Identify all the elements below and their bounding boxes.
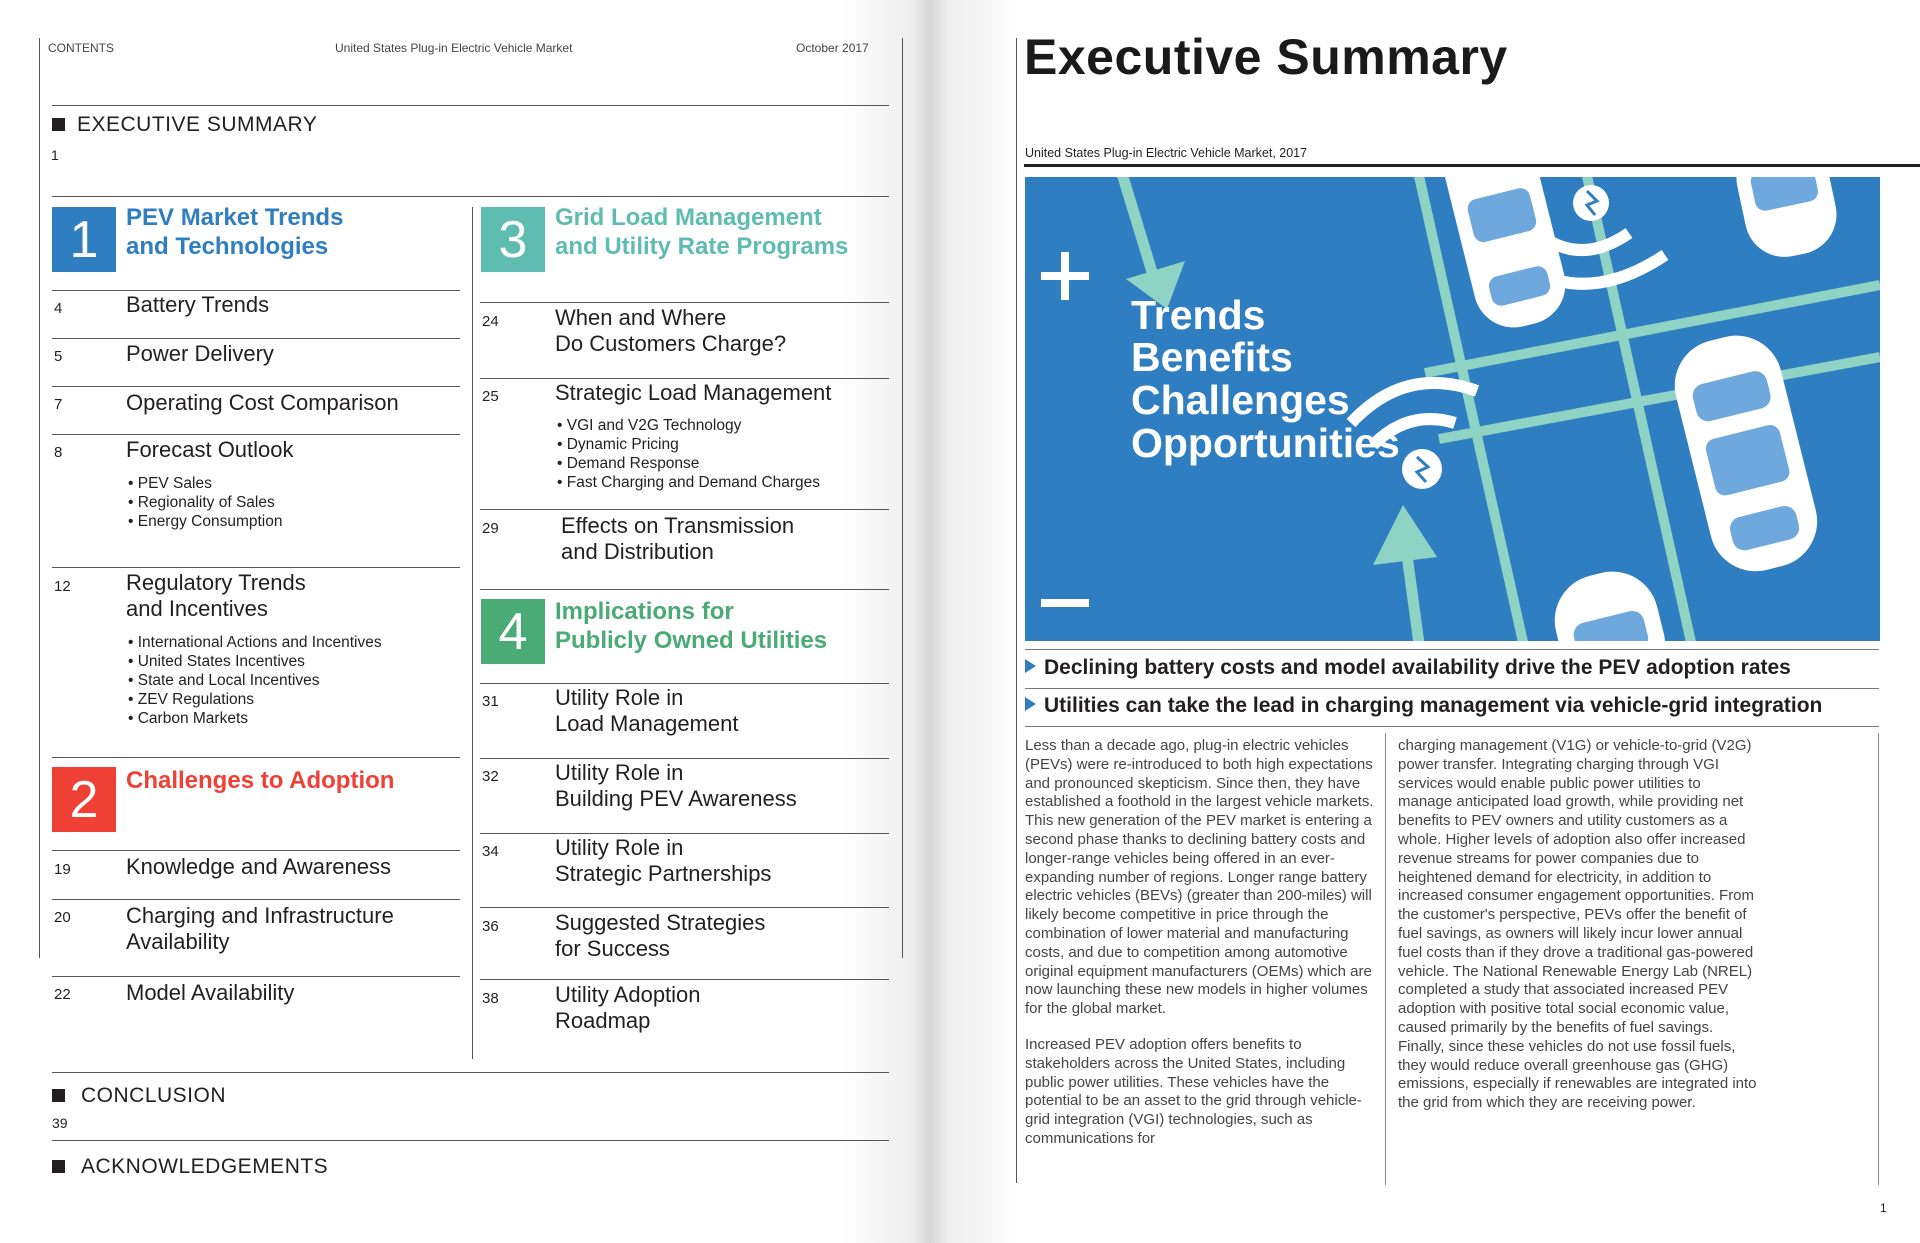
divider <box>52 105 889 106</box>
book-spine-shadow <box>840 0 1020 1243</box>
hero-word: Challenges <box>1131 377 1350 423</box>
toc-entry-page: 34 <box>482 843 499 860</box>
toc-entry-charging-infrastructure[interactable]: Charging and Infrastructure Availability <box>126 903 394 954</box>
toc-entry-roadmap[interactable]: Utility Adoption Roadmap <box>555 982 701 1033</box>
page-number: 1 <box>1880 1201 1887 1215</box>
page-subtitle: United States Plug-in Electric Vehicle Market, 2017 <box>1025 146 1308 160</box>
toc-entry-page: 38 <box>482 990 499 1007</box>
toc-entry-operating-cost[interactable]: Operating Cost Comparison <box>126 390 399 415</box>
divider <box>1025 726 1879 727</box>
toc-entry-partnerships[interactable]: Utility Role in Strategic Partnerships <box>555 835 772 886</box>
chapter-1-number-box: 1 <box>52 207 116 272</box>
chapter-3-title[interactable]: Grid Load Management and Utility Rate Programs <box>555 204 849 260</box>
page-title: Executive Summary <box>1024 29 1508 85</box>
body-column-2 <box>1398 737 1758 1130</box>
header-title: United States Plug-in Electric Vehicle Market <box>335 41 573 55</box>
chapter-3-number-box: 3 <box>481 207 545 272</box>
headline-bullet-2: Utilities can take the lead in charging management via vehicle-grid integration <box>1025 694 1822 718</box>
toc-entry-page: 32 <box>482 768 499 785</box>
toc-entry-strategies[interactable]: Suggested Strategies for Success <box>555 910 766 961</box>
toc-exec-summary-link[interactable]: EXECUTIVE SUMMARY <box>77 113 318 136</box>
divider <box>480 378 889 379</box>
toc-subitems: • International Actions and Incentives • United States Incentives • State and Local Incentives • ZEV Regulations • Carbon Markets <box>128 634 382 727</box>
toc-entry-page: 22 <box>54 986 71 1003</box>
right-page-margin-rule <box>1016 38 1017 1183</box>
body-paragraph: Less than a decade ago, plug-in electric vehicles (PEVs) were re-introduced to both high expectations and pronounced skepticism. Since then, they have established a foothold in the largest vehicle markets. This new generation of the PEV market is entering a second phase thanks to declining battery costs and longer-range vehicles being offered in an ever-expanding number of regions. Longer range battery electric vehicles (BEVs) (greater than 200-miles) will likely become competitive in price through the combination of lower material and manufacturing costs, and due to competition among automotive original equipment manufacturers (OEMs) which are now launching these new models in higher volumes for the global market. <box>1025 737 1374 1018</box>
divider <box>52 1072 889 1073</box>
conclusion-page: 39 <box>52 1115 68 1131</box>
body-column-1 <box>1025 737 1383 1166</box>
divider <box>480 302 889 303</box>
toc-entry-page: 8 <box>54 444 63 461</box>
divider <box>480 589 889 590</box>
divider <box>480 979 889 980</box>
divider <box>480 833 889 834</box>
toc-entry-model-availability[interactable]: Model Availability <box>126 980 295 1005</box>
divider <box>52 290 460 291</box>
divider <box>52 338 460 339</box>
toc-entry-page: 29 <box>482 520 499 537</box>
hero-word: Opportunities <box>1131 420 1400 466</box>
bullet-square-icon <box>52 1160 65 1173</box>
header-date: October 2017 <box>796 41 869 55</box>
column-divider <box>1385 733 1386 1185</box>
toc-entry-page: 25 <box>482 388 499 405</box>
title-rule <box>1024 164 1920 167</box>
divider <box>480 683 889 684</box>
body-paragraph: charging management (V1G) or vehicle-to-grid (V2G) power transfer. Integrating charging through VGI services would enable public power utilities to manage anticipated load growth, while providing net benefits to PEV owners and utility customers as a whole. Higher levels of adoption also offer increased revenue streams for power companies due to heightened demand for electricity, in addition to increased consumer engagement opportunities. From the customer's perspective, PEVs offer the benefit of fuel savings, as owners will likely incur lower annual fuel costs than if they drove a traditional gas-powered vehicle. The National Renewable Energy Lab (NREL) completed a study that associated increased PEV adoption with positive total social economic value, caused primarily by the benefits of fuel savings. Finally, since these vehicles do not use fossil fuels, they would reduce overall greenhouse gas (GHG) emissions, especially if renewables are integrated into the grid from which they are receiving power. <box>1398 737 1757 1112</box>
toc-entry-page: 24 <box>482 313 499 330</box>
toc-entry-transmission[interactable]: Effects on Transmission and Distribution <box>561 513 795 564</box>
divider <box>52 1140 889 1141</box>
divider <box>52 567 460 568</box>
triangle-bullet-icon <box>1025 697 1036 711</box>
toc-entry-page: 31 <box>482 693 499 710</box>
toc-conclusion-link[interactable]: CONCLUSION <box>81 1084 227 1107</box>
divider <box>1025 688 1879 689</box>
divider <box>480 509 889 510</box>
minus-icon <box>1041 599 1089 607</box>
toc-entry-pev-awareness[interactable]: Utility Role in Building PEV Awareness <box>555 760 797 811</box>
right-margin-rule <box>902 38 903 958</box>
chapter-2-title[interactable]: Challenges to Adoption <box>126 767 395 794</box>
divider <box>52 386 460 387</box>
toc-entry-page: 36 <box>482 918 499 935</box>
chapter-4-number-box: 4 <box>481 599 545 664</box>
toc-entry-knowledge[interactable]: Knowledge and Awareness <box>126 854 392 879</box>
toc-entry-page: 4 <box>54 300 63 317</box>
column-divider <box>472 207 473 1059</box>
toc-subitems: • VGI and V2G Technology • Dynamic Pricing • Demand Response • Fast Charging and Demand Charges <box>557 417 821 491</box>
divider <box>52 976 460 977</box>
bullet-square-icon <box>52 118 65 131</box>
toc-entry-page: 19 <box>54 861 71 878</box>
column-divider <box>1878 733 1879 1185</box>
divider <box>480 758 889 759</box>
toc-acknowledgements-link[interactable]: ACKNOWLEDGEMENTS <box>81 1155 329 1178</box>
toc-entry-regulatory-trends[interactable]: Regulatory Trends and Incentives <box>126 570 306 621</box>
headline-bullet-1: Declining battery costs and model availability drive the PEV adoption rates <box>1025 656 1791 680</box>
toc-entry-strategic-load[interactable]: Strategic Load Management <box>555 380 832 405</box>
divider <box>480 907 889 908</box>
left-margin-rule <box>39 38 40 958</box>
divider <box>52 434 460 435</box>
divider <box>52 850 460 851</box>
hero-word: Trends <box>1131 292 1266 338</box>
toc-entry-battery-trends[interactable]: Battery Trends <box>126 292 270 317</box>
toc-entry-page: 20 <box>54 909 71 926</box>
toc-entry-page: 12 <box>54 578 71 595</box>
divider <box>52 899 460 900</box>
hero-illustration <box>1025 177 1880 641</box>
chapter-1-title[interactable]: PEV Market Trends and Technologies <box>126 204 344 260</box>
toc-entry-when-where[interactable]: When and Where Do Customers Charge? <box>555 305 787 356</box>
toc-entry-power-delivery[interactable]: Power Delivery <box>126 341 274 366</box>
exec-summary-page: 1 <box>51 147 59 163</box>
divider <box>1025 649 1879 650</box>
triangle-bullet-icon <box>1025 659 1036 673</box>
divider <box>52 757 460 758</box>
chapter-2-number-box: 2 <box>52 767 116 832</box>
chapter-4-title[interactable]: Implications for Publicly Owned Utilities <box>555 598 828 654</box>
body-paragraph: Increased PEV adoption offers benefits to stakeholders across the United States, including public power utilities. These vehicles have the potential to be an asset to the grid through vehicle-grid integration (VGI) technologies, such as communications for <box>1025 1035 1362 1147</box>
toc-entry-load-management[interactable]: Utility Role in Load Management <box>555 685 739 736</box>
toc-entry-page: 5 <box>54 348 63 365</box>
header-section-label: CONTENTS <box>48 41 114 55</box>
toc-subitems: • PEV Sales • Regionality of Sales • Energy Consumption <box>128 475 283 530</box>
toc-entry-forecast-outlook[interactable]: Forecast Outlook <box>126 437 294 462</box>
toc-entry-page: 7 <box>54 396 63 413</box>
hero-word: Benefits <box>1131 334 1293 380</box>
divider <box>52 196 889 197</box>
bullet-square-icon <box>52 1089 65 1102</box>
